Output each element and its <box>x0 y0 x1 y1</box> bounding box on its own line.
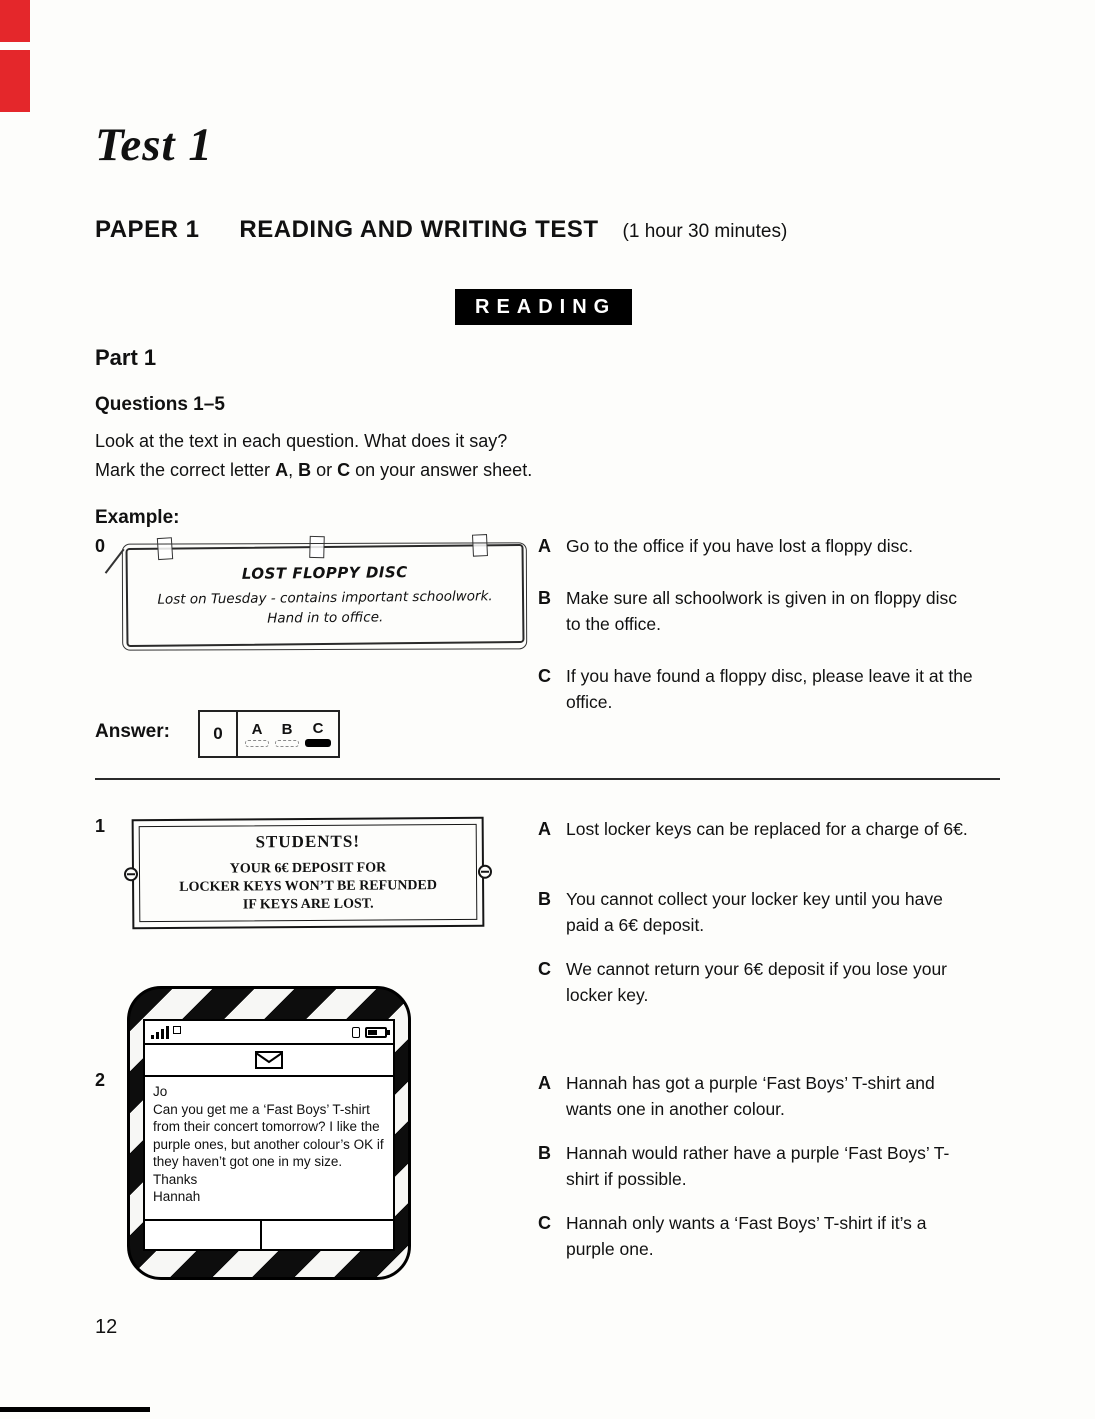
question-2-number: 2 <box>95 1070 106 1090</box>
sketch-stroke <box>105 549 125 574</box>
status-left <box>151 1026 181 1039</box>
screw-icon <box>124 867 138 881</box>
option-letter: A <box>538 536 551 556</box>
answer-label: Answer: <box>95 721 170 742</box>
instruction-text: Mark the correct letter <box>95 460 276 480</box>
option-letter: B <box>538 588 551 608</box>
sms-recipient: Jo <box>153 1084 168 1099</box>
option-letter: A <box>538 1073 551 1093</box>
tape-icon <box>472 534 488 557</box>
option-letter: C <box>538 1213 551 1233</box>
option-text: Make sure all schoolwork is given in on floppy disc to the office. <box>566 588 958 634</box>
envelope-icon <box>254 1050 284 1070</box>
answer-letter: A <box>251 720 263 738</box>
answer-letter: C <box>312 720 324 737</box>
reading-section-banner: READING <box>455 289 632 325</box>
scan-edge-red-mark <box>0 50 30 112</box>
answer-choice-a <box>245 722 269 747</box>
notice-line: Lost on Tuesday - contains important schoolwork. <box>157 587 493 608</box>
option-letter: C <box>538 666 551 686</box>
lost-floppy-disc-notice <box>125 544 524 647</box>
sms-signoff: Thanks <box>153 1171 198 1187</box>
tape-icon <box>157 537 173 560</box>
scan-edge-black-mark <box>0 1407 150 1412</box>
option-text: Hannah has got a purple ‘Fast Boys’ T-shirt and wants one in another colour. <box>566 1073 935 1119</box>
part-heading: Part 1 <box>95 345 157 370</box>
signal-bars-icon <box>151 1026 169 1039</box>
section-divider <box>95 778 1000 780</box>
notice-line: Hand in to office. <box>267 608 384 627</box>
questions-range-heading: Questions 1–5 <box>95 394 225 415</box>
instruction-text: or <box>311 460 338 480</box>
new-message-row <box>145 1045 393 1077</box>
screw-icon <box>478 865 492 879</box>
answer-question-number: 0 <box>200 712 238 756</box>
option-text: Lost locker keys can be replaced for a charge of 6€. <box>566 819 968 839</box>
students-deposit-sign <box>132 817 485 929</box>
message-indicator-icon <box>173 1026 181 1034</box>
paper-heading <box>95 216 787 244</box>
question-1-option-c <box>538 956 983 1008</box>
question-1-option-b <box>538 886 983 938</box>
option-letter: B <box>538 1143 551 1163</box>
question-2-option-a <box>538 1070 983 1122</box>
battery-icon <box>365 1027 387 1038</box>
phone-softkeys <box>145 1219 393 1249</box>
answer-mark-empty <box>245 740 269 747</box>
answer-box <box>198 710 340 758</box>
example-option-c <box>538 663 983 715</box>
page-number: 12 <box>95 1316 118 1338</box>
letter-b: B <box>298 460 312 480</box>
example-question-number: 0 <box>95 536 106 556</box>
question-1-number: 1 <box>95 816 106 836</box>
answer-choices <box>238 712 338 756</box>
softkey-left <box>145 1221 262 1249</box>
letter-c: C <box>337 460 351 480</box>
notice-title: LOST FLOPPY DISC <box>241 562 408 583</box>
question-2-option-b <box>538 1140 983 1192</box>
letter-a: A <box>275 460 289 480</box>
sign-title: STUDENTS! <box>255 831 361 852</box>
sign-frame <box>139 824 478 922</box>
option-text: You cannot collect your locker key until you have paid a 6€ deposit. <box>566 889 943 935</box>
option-text: If you have found a floppy disc, please leave it at the office. <box>566 666 973 712</box>
option-letter: A <box>538 819 551 839</box>
option-text: Hannah would rather have a purple ‘Fast Boys’ T-shirt if possible. <box>566 1143 950 1189</box>
scan-edge-red-mark <box>0 0 30 42</box>
sign-line: LOCKER KEYS WON’T BE REFUNDED <box>179 878 438 895</box>
phone-screen <box>143 1019 395 1251</box>
sms-sender: Hannah <box>153 1189 201 1204</box>
sign-line: YOUR 6€ DEPOSIT FOR <box>229 860 387 877</box>
question-1-option-a <box>538 816 983 842</box>
sms-message <box>145 1077 393 1206</box>
sms-body: Can you get me a ‘Fast Boys’ T-shirt from their concert tomorrow? I like the purple ones, but another colour’s OK if they haven’t got one in my size. <box>153 1101 384 1169</box>
instruction-text: , <box>288 460 299 480</box>
paper-duration: (1 hour 30 minutes) <box>622 221 788 242</box>
mobile-phone-illustration <box>127 986 411 1280</box>
paper-title: READING AND WRITING TEST <box>239 216 599 243</box>
answer-mark-selected <box>305 739 331 747</box>
option-letter: C <box>538 959 551 979</box>
option-letter: B <box>538 889 551 909</box>
instruction-line-1: Look at the text in each question. What does it say? <box>95 431 508 451</box>
answer-mark-empty <box>275 740 299 747</box>
example-option-b <box>538 585 983 637</box>
example-option-a <box>538 533 983 559</box>
answer-letter: B <box>281 720 293 738</box>
option-text: Hannah only wants a ‘Fast Boys’ T-shirt if it’s a purple one. <box>566 1213 927 1259</box>
tape-icon <box>309 536 325 558</box>
answer-choice-b <box>275 722 299 747</box>
paper-number-label: PAPER 1 <box>95 216 200 243</box>
option-text: We cannot return your 6€ deposit if you lose your locker key. <box>566 959 948 1005</box>
instruction-text: on your answer sheet. <box>350 460 533 480</box>
example-label: Example: <box>95 507 180 528</box>
phone-status-bar <box>145 1021 393 1045</box>
softkey-right <box>262 1221 393 1249</box>
option-text: Go to the office if you have lost a floppy disc. <box>566 536 913 556</box>
sign-line: IF KEYS ARE LOST. <box>242 896 374 913</box>
question-2-option-c <box>538 1210 983 1262</box>
test-title: Test 1 <box>95 119 213 171</box>
charger-icon <box>352 1027 360 1038</box>
answer-choice-c <box>305 721 331 747</box>
instruction-line-2 <box>95 460 532 481</box>
status-right <box>352 1027 387 1038</box>
